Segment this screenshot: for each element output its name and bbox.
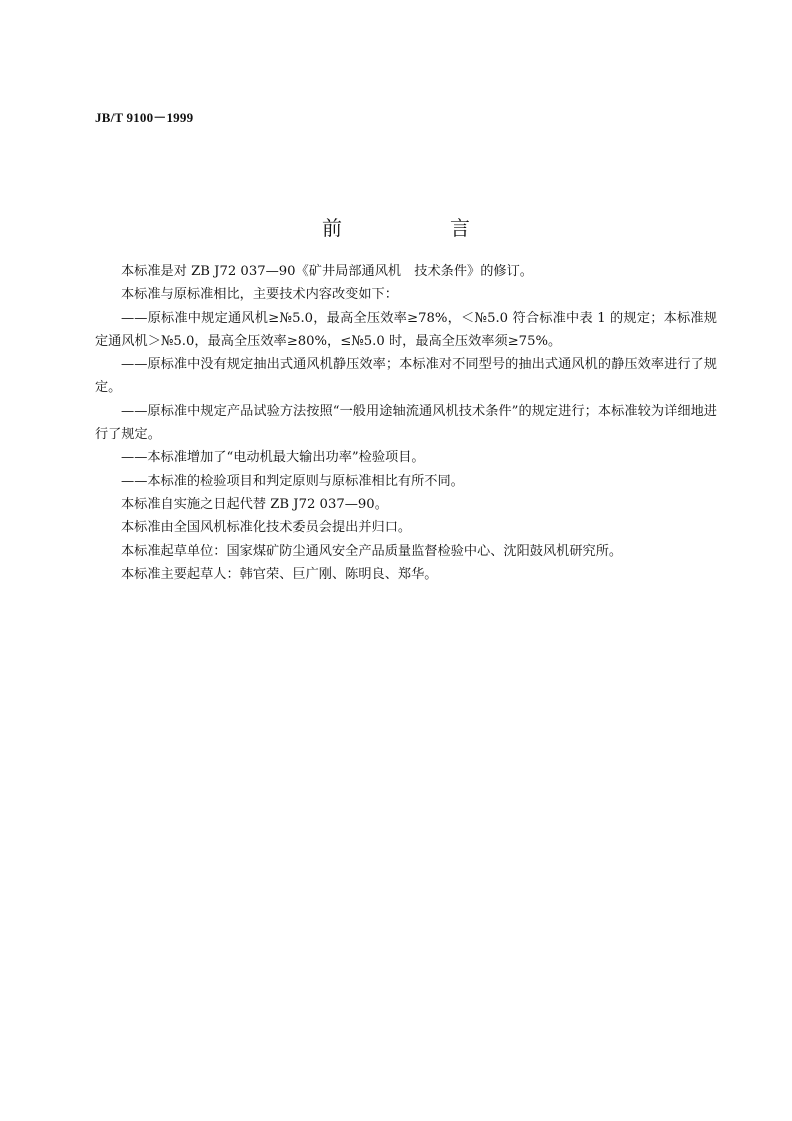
paragraph-change-efficiency: ——原标准中规定通风机≥№5.0，最高全压效率≥78%，＜№5.0 符合标准中表 1 的规定；本标准规定通风机＞№5.0，最高全压效率≥80%，≤№5.0 时，最高全压效率须≥75%。	[95, 310, 717, 349]
paragraph-replacement: 本标准自实施之日起代替 ZB J72 037—90。	[121, 496, 388, 512]
paragraph-changes-intro: 本标准与原标准相比，主要技术内容改变如下：	[121, 287, 398, 303]
standard-code: JB/T 9100－1999	[95, 110, 194, 125]
paragraph-change-inspection: ——本标准的检验项目和判定原则与原标准相比有所不同。	[121, 473, 464, 489]
paragraph-change-motor-power: ——本标准增加了“电动机最大输出功率”检验项目。	[121, 450, 425, 466]
paragraph-proposer: 本标准由全国风机标准化技术委员会提出并归口。	[121, 520, 412, 536]
paragraph-change-test-method: ——原标准中规定产品试验方法按照“一般用途轴流通风机技术条件”的规定进行；本标准较为详细地进行了规定。	[95, 403, 717, 443]
paragraph-drafting-units: 本标准起草单位：国家煤矿防尘通风安全产品质量监督检验中心、沈阳鼓风机研究所。	[121, 543, 623, 559]
paragraph-drafters: 本标准主要起草人：韩官荣、巨广刚、陈明良、郑华。	[121, 566, 438, 582]
paragraph-change-static-efficiency: ——原标准中没有规定抽出式通风机静压效率；本标准对不同型号的抽出式通风机的静压效率进行了规定。	[95, 357, 717, 396]
page-title: 前 言	[322, 216, 514, 240]
foreword-body	[95, 260, 717, 586]
paragraph-revision-note: 本标准是对 ZB J72 037—90《矿井局部通风机 技术条件》的修订。	[121, 264, 533, 279]
